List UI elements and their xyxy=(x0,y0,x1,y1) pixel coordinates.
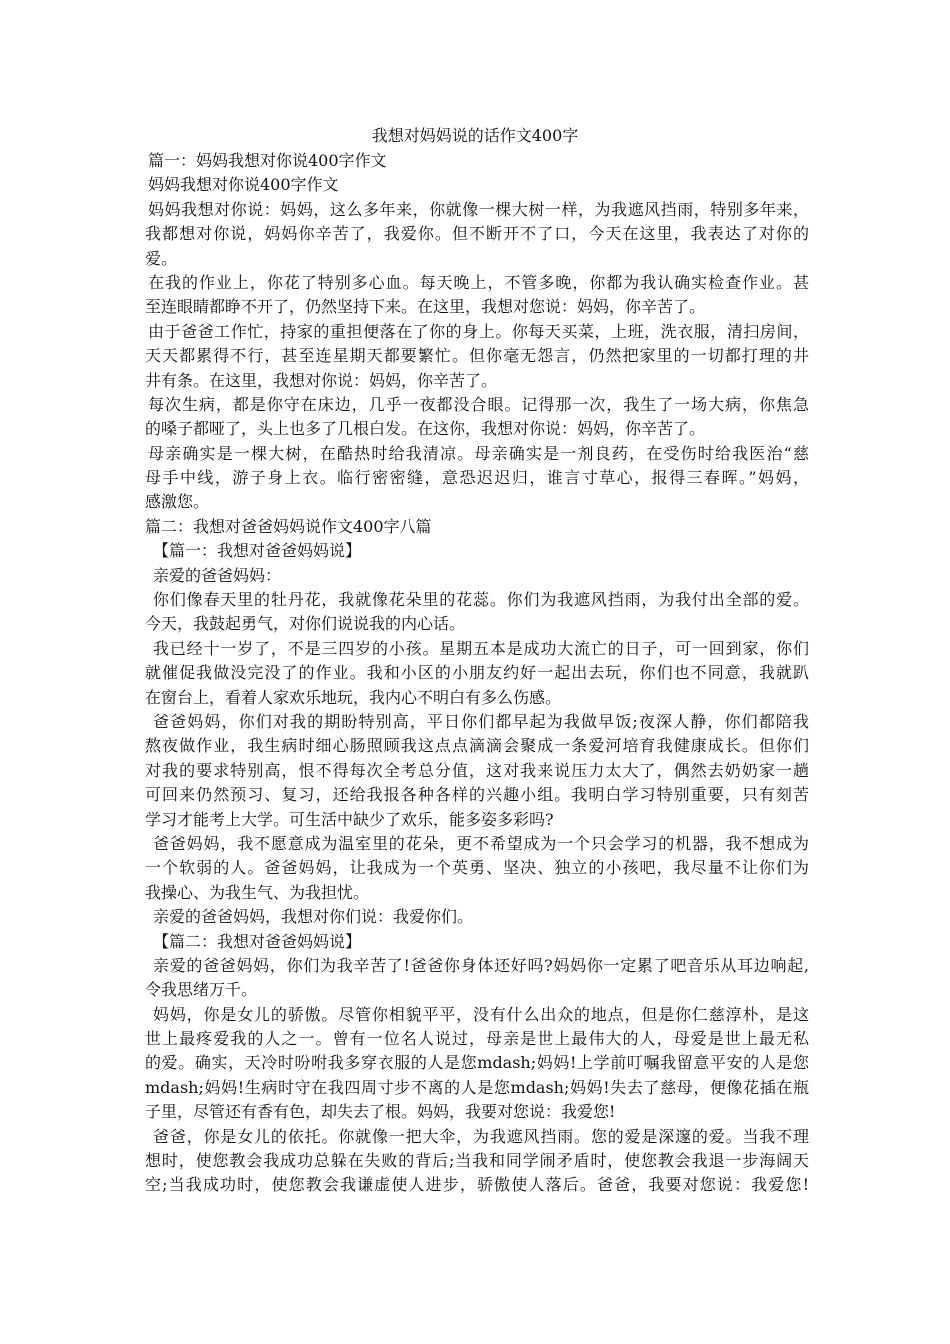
text-line: 亲爱的爸爸妈妈，我想对你们说：我爱你们。 xyxy=(153,907,474,927)
text-line: 我都想对你说，妈妈你辛苦了，我爱你。但不断开不了口，今天在这里，我表达了对你的 xyxy=(145,224,809,244)
text-line: 可回来仍然预习、复习，还给我报各种各样的兴趣小组。我明白学习特别重要，只有刻苦 xyxy=(145,785,809,805)
text-line: 今天，我鼓起勇气，对你们说说我的内心话。 xyxy=(145,614,466,634)
text-line: 感激您。 xyxy=(145,492,210,512)
text-line: 妈妈我想对你说：妈妈，这么多年来，你就像一棵大树一样，为我遮风挡雨，特别多年来， xyxy=(148,199,809,219)
text-line: 学习才能考上大学。可生活中缺少了欢乐，能多姿多彩吗? xyxy=(145,809,554,829)
text-line: 篇二：我想对爸爸妈妈说作文400字八篇 xyxy=(145,516,432,536)
text-line: 亲爱的爸爸妈妈： xyxy=(153,565,282,585)
text-line: 你们像春天里的牡丹花，我就像花朵里的花蕊。你们为我遮风挡雨，为我付出全部的爱。 xyxy=(153,590,809,610)
text-line: 篇一：妈妈我想对你说400字作文 xyxy=(148,151,387,170)
text-line: 在窗台上，看着人家欢乐地玩，我内心不明白有多么伤感。 xyxy=(145,687,562,707)
text-line: 爱。 xyxy=(145,248,178,268)
text-line: 亲爱的爸爸妈妈，你们为我辛苦了!爸爸你身体还好吗?妈妈你一定累了吧音乐从耳边响起, xyxy=(153,955,809,975)
text-line: mdash;妈妈!生病时守在我四周寸步不离的人是您mdash;妈妈!失去了慈母，便像花插在瓶 xyxy=(145,1077,809,1097)
text-line: 空;当我成功时，使您教会我谦虚使人进步，骄傲使人落后。爸爸，我要对您说：我爱您! xyxy=(145,1175,809,1195)
text-line: 对我的要求特别高，恨不得每次全考总分值，这对我来说压力太大了，偶然去奶奶家一趟 xyxy=(145,760,809,780)
text-line: 井有条。在这里，我想对你说：妈妈，你辛苦了。 xyxy=(145,370,498,390)
text-line: 我已经十一岁了，不是三四岁的小孩。星期五本是成功大流亡的日子，可一回到家，你们 xyxy=(153,638,809,658)
text-line: 【篇二：我想对爸爸妈妈说】 xyxy=(153,931,362,951)
text-line: 我操心、为我生气、为我担忧。 xyxy=(145,882,370,902)
text-line: 就催促我做没完没了的作业。我和小区的小朋友约好一起出去玩，你们也不同意，我就趴 xyxy=(145,663,809,683)
document-body xyxy=(145,149,809,1198)
document-title: 我想对妈妈说的话作文400字 xyxy=(371,126,579,145)
text-line: 爸爸，你是女儿的依托。你就像一把大伞，为我遮风挡雨。您的爱是深邃的爱。当我不理 xyxy=(153,1126,809,1146)
text-line: 一个软弱的人。爸爸妈妈，让我成为一个英勇、坚决、独立的小孩吧，我尽量不让你们为 xyxy=(145,858,809,878)
text-line: 熬夜做作业，我生病时细心肠照顾我这点点滴滴会聚成一条爱河培育我健康成长。但你们 xyxy=(145,736,809,756)
text-line: 【篇一：我想对爸爸妈妈说】 xyxy=(153,541,362,561)
text-line: 的嗓子都哑了，头上也多了几根白发。在这你，我想对你说：妈妈，你辛苦了。 xyxy=(145,419,706,439)
text-line: 妈妈我想对你说400字作文 xyxy=(148,175,339,195)
text-line: 令我思绪万千。 xyxy=(145,980,258,1000)
text-line: 天天都累得不行，甚至连星期天都要繁忙。但你毫无怨言，仍然把家里的一切都打理的井 xyxy=(145,346,809,366)
text-line: 的爱。确实，天冷时吩咐我多穿衣服的人是您mdash;妈妈!上学前叮嘱我留意平安的人是您 xyxy=(145,1053,809,1073)
text-line: 想时，使您教会我成功总躲在失败的背后;当我和同学闹矛盾时，使您教会我退一步海阔天 xyxy=(145,1151,809,1171)
text-line: 妈妈，你是女儿的骄傲。尽管你相貌平平，没有什么出众的地点，但是你仁慈淳朴，是这 xyxy=(153,1004,809,1024)
text-line: 母手中线，游子身上衣。临行密密缝，意恐迟迟归，谁言寸草心，报得三春晖。”妈妈， xyxy=(145,468,809,488)
text-line: 世上最疼爱我的人之一。曾有一位名人说过，母亲是世上最伟大的人，母爱是世上最无私 xyxy=(145,1029,809,1049)
text-line: 爸爸妈妈，你们对我的期盼特别高，平日你们都早起为我做早饭;夜深人静，你们都陪我 xyxy=(153,711,809,731)
text-line: 爸爸妈妈，我不愿意成为温室里的花朵，更不希望成为一个只会学习的机器，我不想成为 xyxy=(153,833,809,853)
text-line: 每次生病，都是你守在床边，几乎一夜都没合眼。记得那一次，我生了一场大病，你焦急 xyxy=(148,394,809,414)
text-line: 母亲确实是一棵大树，在酷热时给我清凉。母亲确实是一剂良药，在受伤时给我医治“慈 xyxy=(148,443,809,463)
text-line: 子里，尽管还有香有色，却失去了根。妈妈，我要对您说：我爱您! xyxy=(145,1102,616,1122)
text-line: 由于爸爸工作忙，持家的重担便落在了你的身上。你每天买菜，上班，洗衣服，清扫房间， xyxy=(148,321,809,341)
text-line: 至连眼睛都睁不开了，仍然坚持下来。在这里，我想对您说：妈妈，你辛苦了。 xyxy=(145,297,706,317)
text-line: 在我的作业上，你花了特别多心血。每天晚上，不管多晚，你都为我认确实检查作业。甚 xyxy=(148,272,809,292)
